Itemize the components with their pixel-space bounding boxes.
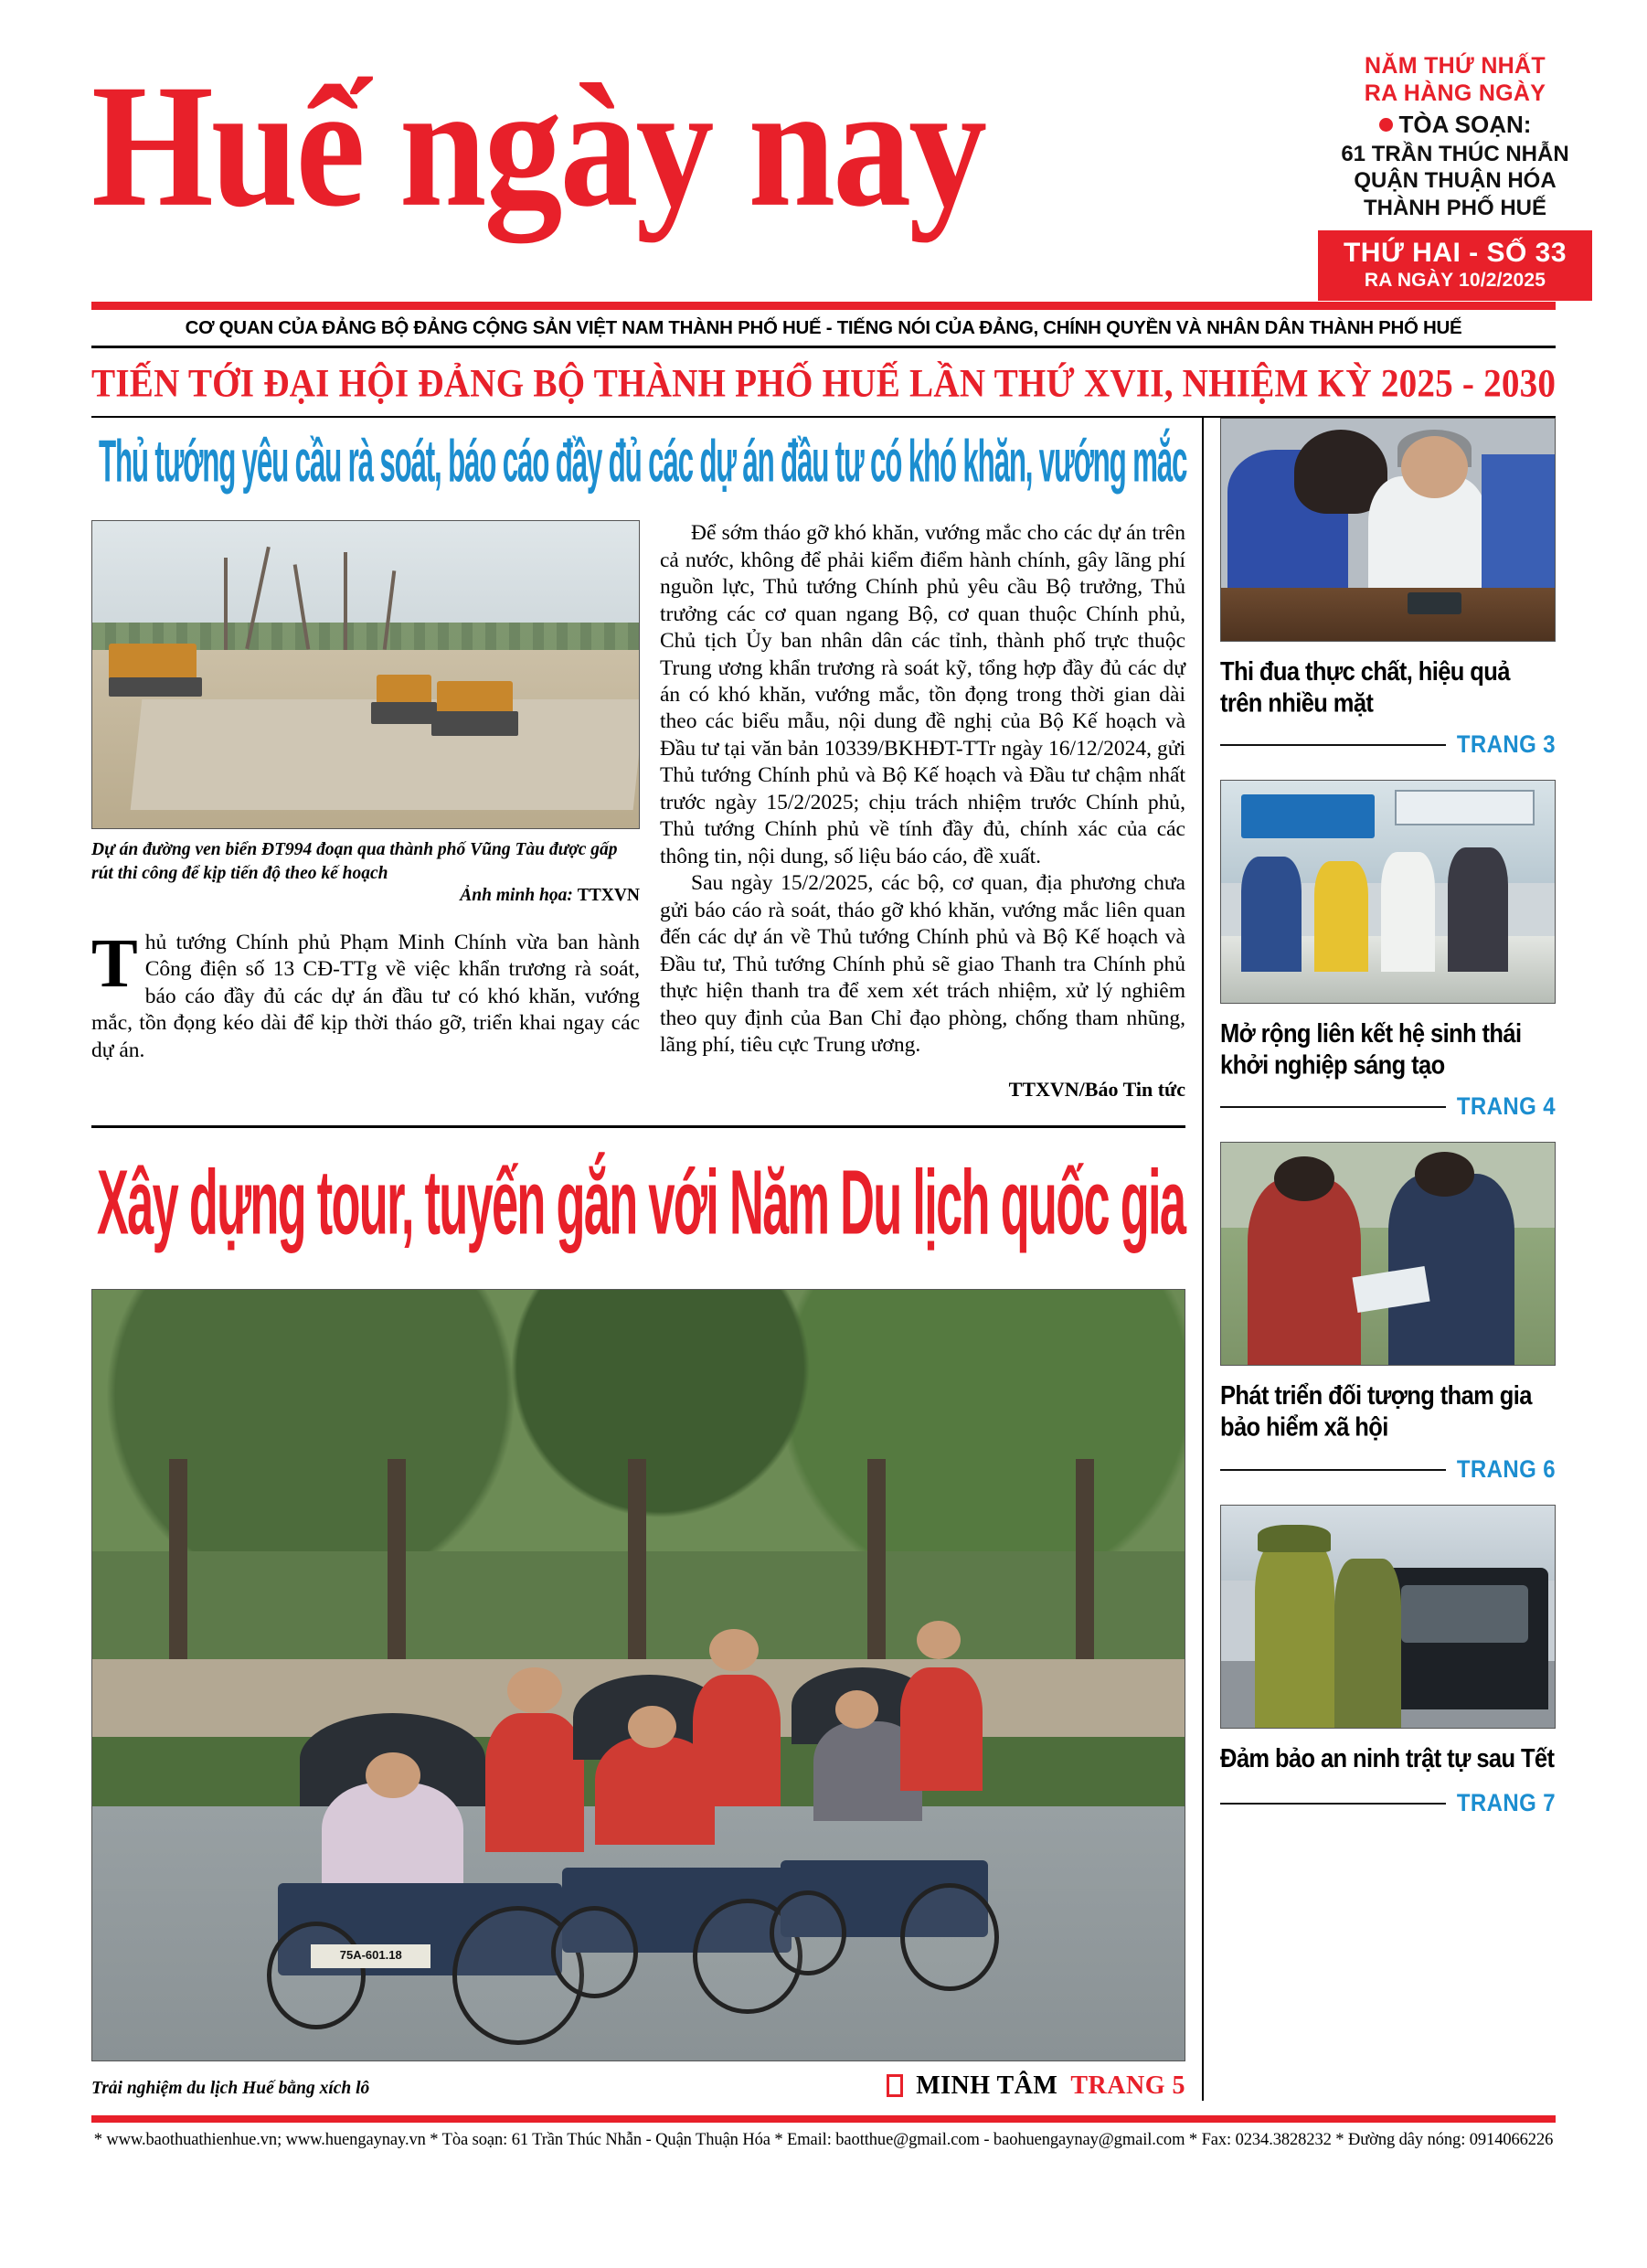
lead-photo-road-project bbox=[91, 520, 640, 829]
office-address bbox=[1318, 141, 1592, 221]
sidebar-page-ref-4[interactable]: TRANG 7 bbox=[1456, 1789, 1556, 1817]
masthead-logo-wrap bbox=[91, 44, 1318, 244]
divider-line bbox=[1220, 1469, 1446, 1471]
teaser-photo-emulation bbox=[1220, 418, 1556, 642]
teaser-photo-traffic-police bbox=[1220, 1505, 1556, 1729]
feature-article bbox=[91, 1128, 1185, 2101]
square-marker-icon bbox=[887, 2074, 903, 2097]
red-bullet-icon bbox=[1379, 118, 1393, 132]
feature-author: MINH TÂM bbox=[916, 2071, 1058, 2100]
sidebar-item-label-1[interactable]: Thi đua thực chất, hiệu quả trên nhiều mặt bbox=[1220, 657, 1510, 718]
lead-headline[interactable]: Thủ tướng yêu cầu rà soát, báo cáo đầy đủ các dự án đầu tư có khó khăn, vướng mắc bbox=[99, 427, 1187, 495]
sidebar-teaser-1[interactable] bbox=[1220, 418, 1556, 758]
publication-info bbox=[1318, 44, 1592, 301]
feature-author-line bbox=[887, 2071, 1185, 2101]
feature-photo-caption: Trải nghiệm du lịch Huế bằng xích lô bbox=[91, 2079, 370, 2099]
address-line-3: THÀNH PHỐ HUẾ bbox=[1363, 195, 1546, 220]
lead-photo-credit bbox=[91, 886, 640, 906]
feature-photo-cyclo-tour bbox=[91, 1289, 1185, 2061]
footer-red-rule bbox=[91, 2115, 1556, 2123]
office-label-row bbox=[1318, 111, 1592, 139]
sidebar-pageref-row-2 bbox=[1220, 1094, 1556, 1120]
lead-paragraph-2: Để sớm tháo gỡ khó khăn, vướng mắc cho các dự án trên cả nước, không để phải kiểm điểm hành chính, gây lãng phí nguồn lực, Thủ tướng Chính phủ yêu cầu Bộ trưởng, Thủ trưởng các cơ quan ngang Bộ, cơ quan thuộc Chính phủ, Chủ tịch Ủy ban nhân dân các tỉnh, thành phố trực thuộc Trung ương khẩn trương rà soát kỹ, tổng hợp đầy đủ các dự án có khó khăn, vướng mắc, tồn đọng trong thời gian dài theo các biểu mẫu, nội dung đề nghị của Bộ Kế hoạch và Đầu tư tại văn bản 10339/BKHĐT-TTr ngày 16/12/2024, gửi Thủ tướng Chính phủ và Bộ Kế hoạch và Đầu tư chậm nhất trước ngày 15/2/2025; chịu trách nhiệm trước Chính phủ, Thủ tướng Chính phủ về tính đầy đủ, chính xác của các thông tin, nội dung, số liệu báo cáo, đề xuất. bbox=[660, 521, 1185, 868]
page-content bbox=[91, 418, 1556, 2101]
lead-left-column bbox=[91, 520, 640, 1102]
address-line-2: QUẬN THUẬN HÓA bbox=[1354, 168, 1557, 194]
divider-line bbox=[1220, 744, 1446, 746]
publication-frequency-line: RA HÀNG NGÀY bbox=[1364, 80, 1546, 106]
sidebar-page-ref-2[interactable]: TRANG 4 bbox=[1456, 1092, 1556, 1121]
feature-headline[interactable]: Xây dựng tour, tuyến gắn với Năm Du lịch quốc gia bbox=[97, 1152, 1185, 1254]
sidebar-item-label-3[interactable]: Phát triển đối tượng tham gia bảo hiểm xã hội bbox=[1220, 1381, 1532, 1443]
sidebar-page-ref-1[interactable]: TRANG 3 bbox=[1456, 730, 1556, 759]
sidebar-teaser-2[interactable] bbox=[1220, 780, 1556, 1120]
divider-line bbox=[1220, 1106, 1446, 1108]
newspaper-slogan: CƠ QUAN CỦA ĐẢNG BỘ ĐẢNG CỘNG SẢN VIỆT NAM THÀNH PHỐ HUẾ - TIẾNG NÓI CỦA ĐẢNG, CHÍNH QUYỀN VÀ NHÂN DÂN THÀNH PHỐ HUẾ bbox=[185, 317, 1462, 338]
office-label: TÒA SOẠN: bbox=[1398, 111, 1532, 138]
address-line-1: 61 TRẦN THÚC NHẪN bbox=[1341, 142, 1569, 166]
photo-credit-label: Ảnh minh họa: bbox=[460, 885, 573, 905]
photo-credit-source: TTXVN bbox=[577, 885, 640, 905]
lead-byline: TTXVN/Báo Tin tức bbox=[1008, 1077, 1185, 1101]
lead-paragraph-3: Sau ngày 15/2/2025, các bộ, cơ quan, địa phương chưa gửi báo cáo rà soát, tháo gỡ khó khăn, vướng mắc liên quan đến các dự án về Thủ tướng Chính phủ và Bộ Kế hoạch và Đầu tư, Thủ tướng Chính phủ sẽ giao Thanh tra Chính phủ thực hiện thanh tra để xem xét trách nhiệm, xử lý nghiêm theo quy định của Ban Chỉ đạo phòng, chống tham nhũng, lãng phí, tiêu cực Trung ương. bbox=[660, 871, 1185, 1058]
sidebar-teaser-3[interactable] bbox=[1220, 1142, 1556, 1482]
sidebar-pageref-row-4 bbox=[1220, 1791, 1556, 1816]
cyclo-license-plate: 75A-601.18 bbox=[311, 1944, 430, 1967]
divider-line bbox=[1220, 1803, 1446, 1805]
feature-footer bbox=[91, 2071, 1185, 2101]
feature-page-ref[interactable]: TRANG 5 bbox=[1070, 2071, 1185, 2100]
sidebar-pageref-row-3 bbox=[1220, 1454, 1556, 1484]
issue-date: RA NGÀY 10/2/2025 bbox=[1364, 270, 1546, 292]
campaign-banner: TIẾN TỚI ĐẠI HỘI ĐẢNG BỘ THÀNH PHỐ HUẾ LẦN THỨ XVII, NHIỆM KỲ 2025 - 2030 bbox=[91, 360, 1557, 406]
sidebar-pageref-row-1 bbox=[1220, 732, 1556, 758]
masthead bbox=[0, 0, 1647, 302]
issue-badge bbox=[1318, 230, 1592, 301]
lead-article bbox=[91, 418, 1185, 1102]
sidebar-teaser-4[interactable] bbox=[1220, 1505, 1556, 1817]
slogan-bottom-rule bbox=[91, 346, 1556, 348]
publication-year-block bbox=[1318, 53, 1592, 107]
issue-day-number: THỨ HAI - SỐ 33 bbox=[1343, 237, 1567, 268]
lead-right-column bbox=[660, 520, 1185, 1102]
publication-year-line1: NĂM THỨ NHẤT bbox=[1365, 53, 1546, 79]
sidebar-column bbox=[1202, 418, 1556, 2101]
lead-photo-caption: Dự án đường ven biển ĐT994 đoạn qua thành phố Vũng Tàu được gấp rút thi công để kịp tiến độ theo kế hoạch bbox=[91, 840, 618, 883]
sidebar-item-label-2[interactable]: Mở rộng liên kết hệ sinh thái khởi nghiệp sáng tạo bbox=[1220, 1019, 1522, 1080]
sidebar-page-ref-3[interactable]: TRANG 6 bbox=[1456, 1454, 1556, 1484]
footer-contact-line: * www.baothuathienhue.vn; www.huengaynay.vn * Tòa soạn: 61 Trần Thúc Nhẫn - Quận Thuận Hóa * Email: baotthue@gmail.com - baohuengaynay@gmail.com * Fax: 0234.3828232 * Đường dây nóng: 0914066226 bbox=[93, 2130, 1554, 2149]
teaser-photo-startup-expo bbox=[1220, 780, 1556, 1004]
lead-paragraph-1: Thủ tướng Chính phủ Phạm Minh Chính vừa ban hành Công điện số 13 CĐ-TTg về việc khẩn trương rà soát, báo cáo đầy đủ các dự án đầu tư có khó khăn, vướng mắc, tồn đọng kéo dài để kịp thời tháo gỡ, triển khai ngay các dự án. bbox=[91, 924, 640, 1062]
main-column bbox=[91, 418, 1202, 2101]
teaser-photo-social-insurance bbox=[1220, 1142, 1556, 1366]
newspaper-logo[interactable]: Huế ngày nay bbox=[91, 48, 985, 244]
sidebar-item-label-4[interactable]: Đảm bảo an ninh trật tự sau Tết bbox=[1220, 1743, 1555, 1773]
lead-body bbox=[91, 520, 1185, 1102]
masthead-red-rule bbox=[91, 302, 1556, 310]
